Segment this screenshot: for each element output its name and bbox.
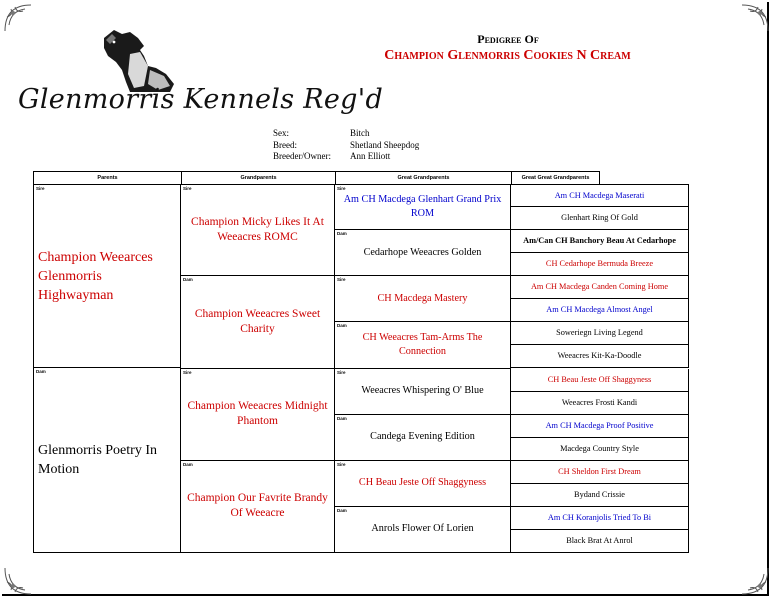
great-grandparent-name: Weeacres Whispering O' Blue bbox=[361, 385, 484, 397]
header-grandparents: Grandparents bbox=[182, 172, 336, 185]
info-label: Breeder/Owner: bbox=[273, 151, 331, 161]
sire-tag: Sire bbox=[183, 186, 192, 191]
great-great-grandparent-name: Am CH Macdega Almost Angel bbox=[546, 305, 653, 315]
header-parents: Parents bbox=[34, 172, 182, 185]
kennel-logo bbox=[14, 26, 384, 126]
great-great-grandparent-cell bbox=[511, 438, 689, 461]
info-value: Shetland Sheepdog bbox=[350, 139, 420, 150]
great-great-grandparent-cell bbox=[511, 392, 689, 415]
grandparent-name: Champion Micky Likes It At Weeacres ROMC bbox=[191, 216, 324, 244]
great-great-grandparent-cell bbox=[511, 322, 689, 345]
sire-tag: Sire bbox=[337, 369, 346, 375]
great-great-grandparent-name: Macdega Country Style bbox=[560, 443, 639, 453]
dam-tag: Dam bbox=[183, 277, 193, 283]
grandparent-name: Champion Our Favrite Brandy Of Weeacre bbox=[187, 492, 328, 520]
great-great-grandparent-name: Bydand Crissie bbox=[574, 489, 625, 499]
great-great-grandparent-name: CH Beau Jeste Off Shaggyness bbox=[547, 374, 652, 384]
info-row-breeder bbox=[273, 151, 419, 163]
pedigree-label: Pedigree Of bbox=[477, 32, 539, 46]
great-great-grandparent-name: Am CH Macdega Proof Positive bbox=[545, 420, 654, 430]
dam-tag: Dam bbox=[183, 461, 193, 467]
great-great-grandparent-name: Am CH Macdega Canden Coming Home bbox=[530, 282, 669, 292]
great-great-grandparent-name: Glenhart Ring Of Gold bbox=[561, 213, 638, 223]
sire-tag: Sire bbox=[183, 369, 192, 375]
great-great-grandparent-cell bbox=[511, 415, 689, 438]
corner-flourish-bottom-right bbox=[730, 566, 770, 596]
great-great-grandparent-name: Am CH Koranjolis Tried To Bi bbox=[547, 512, 652, 522]
parent-name: Glenmorris Poetry In Motion bbox=[38, 443, 157, 477]
great-grandparent-name: Candega Evening Edition bbox=[370, 431, 475, 443]
great-great-grandparent-name: Black Brat At Anrol bbox=[566, 535, 633, 545]
great-grandparent-cell bbox=[335, 230, 511, 276]
info-label: Breed: bbox=[273, 139, 297, 150]
great-great-grandparent-cell bbox=[511, 530, 689, 553]
great-great-grandparent-cell bbox=[511, 345, 689, 368]
sire-tag: Sire bbox=[36, 186, 45, 191]
great-grandparent-cell bbox=[335, 507, 511, 553]
header-row bbox=[34, 172, 600, 185]
grandparent-cell bbox=[181, 184, 335, 276]
grandparent-name: Champion Weeacres Sweet Charity bbox=[194, 307, 321, 335]
great-great-grandparent-cell bbox=[511, 461, 689, 484]
dam-tag: Dam bbox=[337, 231, 347, 237]
parent-dam bbox=[33, 368, 181, 553]
sire-tag: Sire bbox=[337, 277, 346, 283]
info-row-breed bbox=[273, 140, 419, 152]
header-great-great-grandparents: Great Great Grandparents bbox=[512, 172, 600, 185]
great-grandparent-cell bbox=[335, 415, 511, 461]
grandparent-cell bbox=[181, 369, 335, 461]
great-great-grandparent-name: Am/Can CH Banchory Beau At Cedarhope bbox=[523, 236, 676, 246]
great-grandparent-name: Cedarhope Weeacres Golden bbox=[363, 246, 482, 258]
kennel-name: Glenmorris Kennels Reg'd bbox=[18, 84, 384, 115]
sire-tag: Sire bbox=[337, 461, 346, 467]
dam-tag: Dam bbox=[337, 507, 347, 513]
dam-tag: Dam bbox=[337, 323, 347, 329]
great-grandparent-name: CH Macdega Mastery bbox=[377, 292, 468, 304]
info-value: Bitch bbox=[350, 128, 370, 138]
parent-sire bbox=[33, 184, 181, 368]
great-great-grandparent-cell bbox=[511, 207, 689, 230]
header-great-grandparents: Great Grandparents bbox=[336, 172, 512, 185]
corner-flourish-top-right bbox=[730, 3, 770, 33]
pedigree-dog-name: Champion Glenmorris Cookies N Cream bbox=[384, 48, 631, 63]
pedigree-table bbox=[33, 171, 600, 185]
great-great-grandparent-name: CH Sheldon First Dream bbox=[558, 466, 641, 476]
great-great-grandparent-cell bbox=[511, 276, 689, 299]
great-grandparent-name: Anrols Flower Of Lorien bbox=[371, 523, 474, 535]
great-great-grandparent-name: CH Cedarhope Bermuda Breeze bbox=[545, 259, 654, 269]
info-row-sex bbox=[273, 128, 419, 140]
grandparent-cell bbox=[181, 461, 335, 553]
great-great-grandparent-name: Am CH Macdega Maserati bbox=[554, 190, 645, 200]
great-grandparent-name: Am CH Macdega Glenhart Grand Prix ROM bbox=[343, 194, 502, 220]
info-label: Sex: bbox=[273, 128, 290, 138]
great-great-grandparent-cell bbox=[511, 507, 689, 530]
great-great-grandparent-cell bbox=[511, 253, 689, 276]
info-value: Ann Elliott bbox=[350, 151, 391, 161]
great-grandparent-name: CH Weeacres Tam-Arms The Connection bbox=[362, 331, 483, 357]
parent-name: Champion Weearces Glenmorris Highwayman bbox=[38, 249, 153, 303]
great-grandparent-cell bbox=[335, 276, 511, 322]
great-grandparent-cell bbox=[335, 369, 511, 415]
great-great-grandparent-cell bbox=[511, 299, 689, 322]
great-grandparent-name: CH Beau Jeste Off Shaggyness bbox=[358, 477, 487, 489]
great-great-grandparent-cell bbox=[511, 230, 689, 253]
dog-info bbox=[273, 128, 419, 163]
pedigree-grid bbox=[33, 184, 676, 553]
dam-tag: Dam bbox=[337, 415, 347, 421]
sire-tag: Sire bbox=[337, 186, 346, 191]
great-great-grandparent-cell bbox=[511, 369, 689, 392]
great-great-grandparent-cell bbox=[511, 184, 689, 207]
corner-flourish-bottom-left bbox=[3, 566, 43, 596]
dam-tag: Dam bbox=[36, 369, 46, 374]
great-great-grandparent-name: Weeacres Kit-Ka-Doodle bbox=[557, 351, 642, 361]
great-great-grandparent-name: Weeacres Frosti Kandi bbox=[561, 397, 638, 407]
great-great-grandparent-name: Soweriegn Living Legend bbox=[556, 328, 643, 338]
great-grandparent-cell bbox=[335, 184, 511, 230]
great-great-grandparent-cell bbox=[511, 484, 689, 507]
grandparent-cell bbox=[181, 276, 335, 368]
great-grandparent-cell bbox=[335, 461, 511, 507]
grandparent-name: Champion Weeacres Midnight Phantom bbox=[187, 400, 328, 428]
great-grandparent-cell bbox=[335, 322, 511, 368]
